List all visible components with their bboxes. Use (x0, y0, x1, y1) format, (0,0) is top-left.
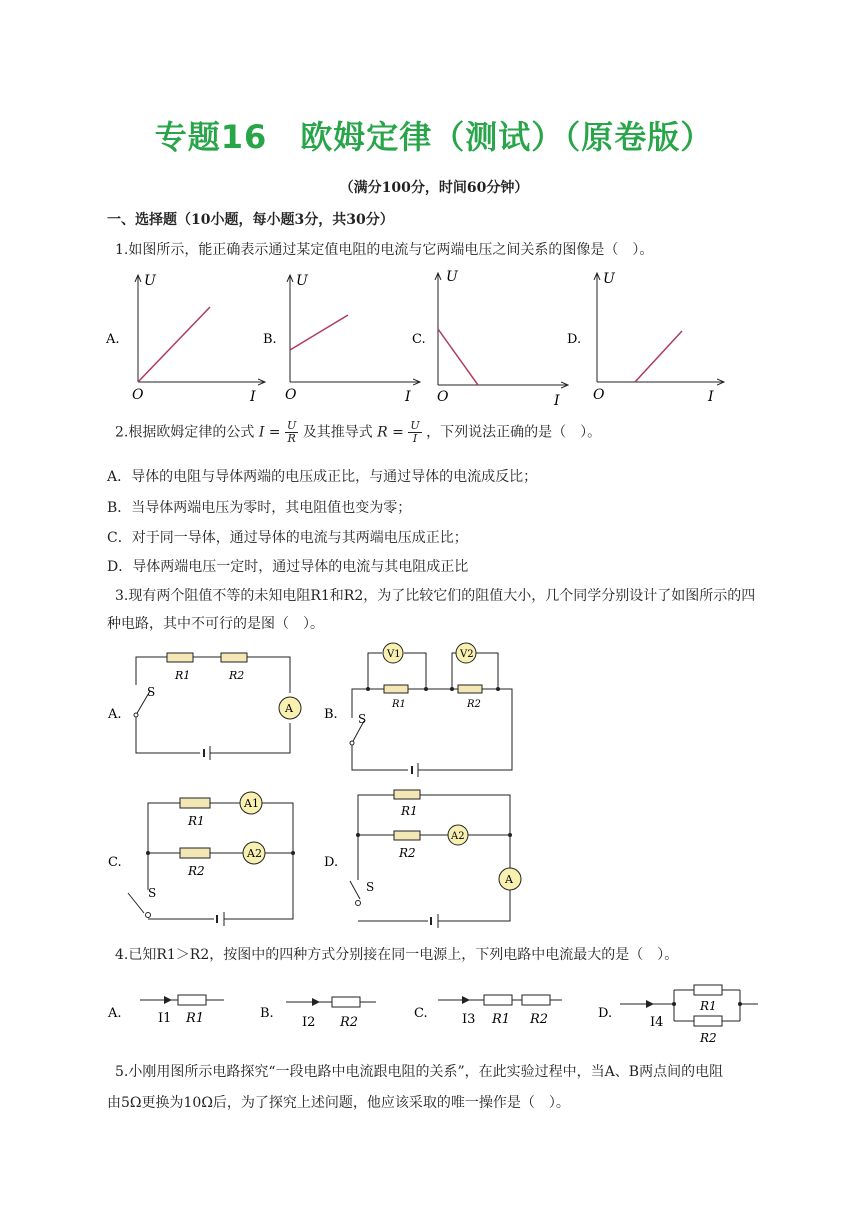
q4-c-r2: R2 (530, 1012, 549, 1027)
q4-option-a: A. (108, 1006, 122, 1021)
section-heading: 一、选择题（10小题，每小题3分，共30分） (107, 212, 394, 228)
q3-d-ammeter: A (505, 873, 513, 886)
q1-d-origin: O (593, 387, 605, 403)
q5-line1: 5.小刚用图所示电路探究“一段电路中电流跟电阻的关系”，在此实验过程中，当A、B两点间的电阻 (115, 1064, 724, 1080)
q4-option-c: C. (414, 1006, 428, 1021)
q1-c-line (438, 329, 478, 385)
q3-a-switch: S (147, 685, 156, 699)
q3-option-c: C. (108, 855, 122, 870)
q1-b-axis-y: U (296, 273, 308, 289)
q4-b-current: I2 (302, 1015, 316, 1030)
q1-b-axis-x: I (405, 389, 411, 405)
q4-c-r1: R1 (492, 1012, 511, 1027)
q3-b-r1: R1 (392, 699, 406, 710)
q1-c-axis-y: U (446, 269, 458, 285)
q4-d-current: I4 (650, 1015, 664, 1030)
q3-d-ammeter2: A2 (451, 831, 465, 842)
q1-option-b: B. (263, 332, 277, 347)
q3-c-r1: R1 (188, 814, 205, 828)
q3-a-r2: R2 (229, 669, 245, 682)
q3-b-voltmeter1: V1 (387, 649, 401, 660)
q4-stem: 4.已知R1＞R2，按图中的四种方式分别接在同一电源上，下列电路中电流最大的是（ ）。 (115, 947, 679, 963)
q1-stem: 1.如图所示，能正确表示通过某定值电阻的电流与它两端电压之间关系的图像是（ ）。 (115, 242, 654, 258)
page-subtitle: （满分100分，时间60分钟） (339, 180, 529, 196)
q2-formula2-lhs: R = (377, 424, 404, 441)
q3-c-r2: R2 (188, 864, 205, 878)
q4-option-d: D. (598, 1006, 613, 1021)
q2-f1-num: U (286, 419, 297, 432)
q3-option-b: B. (324, 707, 338, 722)
q2-stem-a: 2.根据欧姆定律的公式 (115, 424, 255, 441)
q1-option-c: C. (412, 332, 426, 347)
q1-option-a: A. (106, 332, 120, 347)
q2-stem-c: ，下列说法正确的是（ ）。 (426, 424, 602, 441)
q2-option-b: B．当导体两端电压为零时，其电阻值也变为零； (107, 500, 412, 516)
q1-a-line (138, 307, 210, 382)
q3-line2: 种电路，其中不可行的是图（ ）。 (107, 616, 324, 632)
q1-b-line (290, 315, 348, 350)
q3-c-ammeter1: A1 (244, 797, 259, 810)
q3-c-switch: S (148, 886, 157, 900)
q4-circuits (100, 980, 770, 1050)
q2-f2-den: I (412, 432, 418, 445)
q3-d-switch: S (366, 880, 375, 894)
q4-b-r2: R2 (340, 1015, 359, 1030)
q2-formula2-fraction (408, 420, 421, 445)
q5-line2: 由5Ω更换为10Ω后，为了探究上述问题，他应该采取的唯一操作是（ ）。 (107, 1095, 570, 1111)
q1-d-line (635, 331, 682, 382)
q2-f2-num: U (410, 419, 420, 432)
q3-line1: 3.现有两个阻值不等的未知电阻R1和R2，为了比较它们的阻值大小，几个同学分别设计了如图所示的四 (115, 588, 756, 604)
q2-option-c: C．对于同一导体，通过导体的电流与其两端电压成正比； (107, 530, 468, 546)
q4-d-r1: R1 (700, 999, 717, 1013)
q3-option-a: A. (108, 707, 122, 722)
q4-a-current: I1 (158, 1011, 172, 1026)
q3-a-r1: R1 (175, 669, 191, 682)
q3-circuits (100, 635, 540, 935)
q1-d-axis-x: I (708, 389, 714, 405)
q3-b-switch: S (358, 712, 367, 726)
q3-b-voltmeter2: V2 (460, 649, 474, 660)
q4-d-r2: R2 (700, 1031, 717, 1045)
q1-a-axis-y: U (144, 273, 156, 289)
q3-a-ammeter: A (285, 702, 293, 715)
q2-option-d: D．导体两端电压一定时，通过导体的电流与其电阻成正比 (107, 559, 469, 575)
q3-b-r2: R2 (467, 699, 481, 710)
q2-option-a: A．导体的电阻与导体两端的电压成正比，与通过导体的电流成反比； (107, 469, 538, 485)
q1-c-origin: O (437, 389, 449, 405)
q1-b-origin: O (285, 387, 297, 403)
q1-c-axis-x: I (554, 393, 560, 409)
q1-d-axis-y: U (603, 271, 615, 287)
q4-a-r1: R1 (186, 1011, 205, 1026)
q1-a-axis-x: I (250, 389, 256, 405)
q3-c-ammeter2: A2 (247, 847, 262, 860)
q3-d-r1: R1 (401, 804, 418, 818)
q3-d-r2: R2 (399, 846, 416, 860)
q2-stem (115, 420, 601, 445)
q2-stem-b: 及其推导式 (302, 424, 373, 441)
q3-option-d: D. (324, 855, 339, 870)
q2-formula1-fraction (285, 420, 298, 445)
q1-graphs (100, 265, 760, 410)
page-title: 专题16 欧姆定律（测试）（原卷版） (154, 118, 714, 156)
q4-option-b: B. (260, 1006, 274, 1021)
q1-a-origin: O (132, 387, 144, 403)
q4-c-current: I3 (462, 1012, 476, 1027)
q2-f1-den: R (287, 432, 296, 445)
q1-option-d: D. (567, 332, 582, 347)
q2-formula1-lhs: I = (258, 424, 281, 441)
